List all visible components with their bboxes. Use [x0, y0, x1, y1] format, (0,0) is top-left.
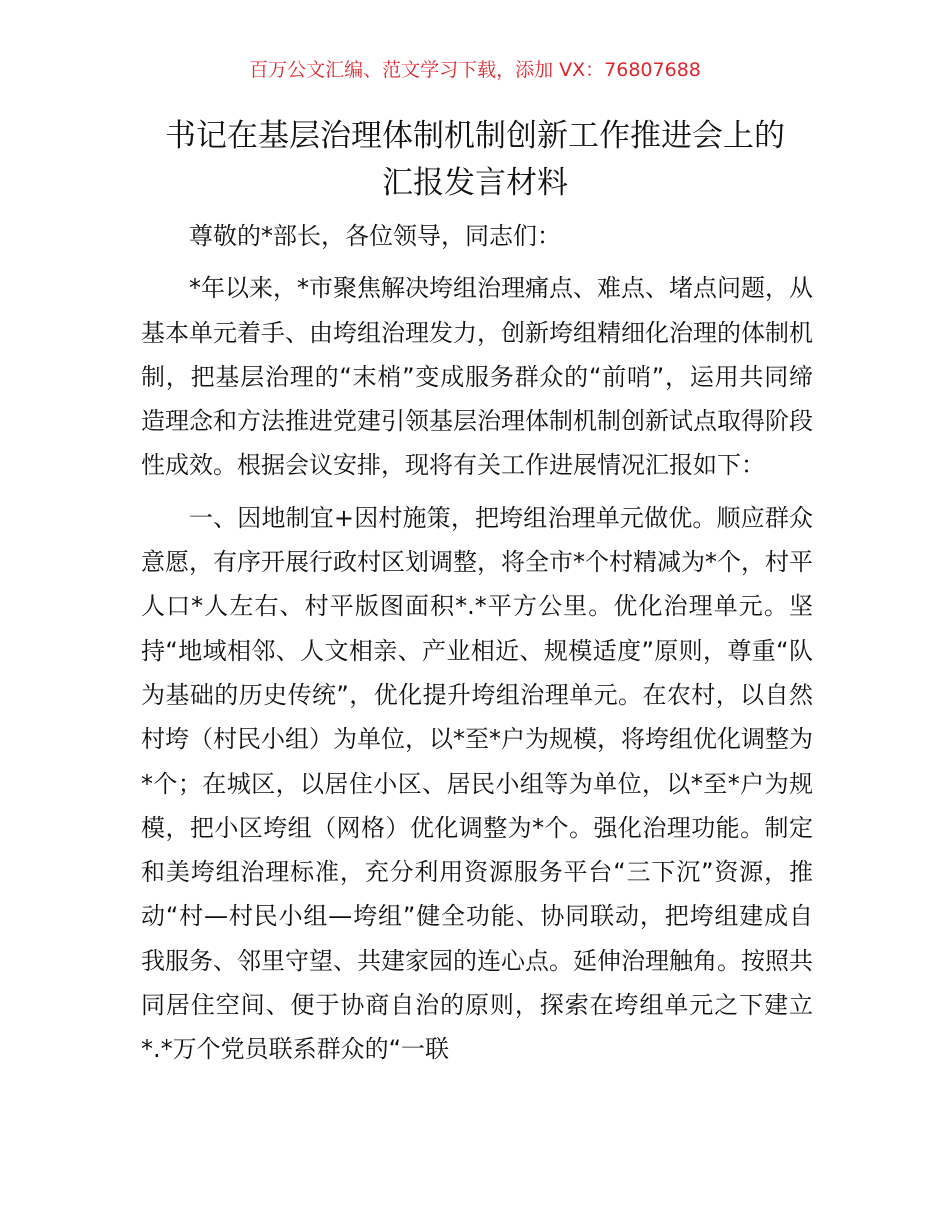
title-line-1: 书记在基层治理体制机制创新工作推进会上的 [165, 118, 785, 154]
paragraph-section-1: 一、因地制宜+因村施策，把垮组治理单元做优。顺应群众意愿，有序开展行政村区划调整，将全市*个村精减为*个，村平人口*人左右、村平版图面积*.*平方公里。优化治理单元。坚持“地域相邻、人文相亲、产业相近、规模适度”原则，尊重“队为基础的历史传统”，优化提升垮组治理单元。在农村，以自然村垮（村民小组）为单位，以*至*户为规模，将垮组优化调整为*个；在城区，以居住小区、居民小组等为单位，以*至*户为规模，把小区垮组（网格）优化调整为*个。强化治理功能。制定和美垮组治理标准，充分利用资源服务平台“三下沉”资源，推动“村—村民小组—垮组”健全功能、协同联动，把垮组建成自我服务、邻里守望、共建家园的连心点。延伸治理触角。按照共同居住空间、便于协商自治的原则，探索在垮组单元之下建立*.*万个党员联系群众的“一联 [141, 503, 813, 1064]
paragraph-gap [141, 488, 813, 496]
paragraph-gap [141, 258, 813, 266]
paragraph-intro: *年以来，*市聚焦解决垮组治理痛点、难点、堵点问题，从基本单元着手、由垮组治理发力，创新垮组精细化治理的体制机制，把基层治理的“末梢”变成服务群众的“前哨”，运用共同缔造理念和方法推进党建引领基层治理体制机制创新试点取得阶段性成效。根据会议安排，现将有关工作进展情况汇报如下： [141, 274, 813, 480]
document-body [141, 214, 813, 1072]
watermark-banner: 百万公文汇编、范文学习下载，添加 VX：76807688 [249, 59, 701, 81]
salutation: 尊敬的*部长，各位领导，同志们： [189, 222, 561, 250]
title-line-2: 汇报发言材料 [382, 165, 568, 201]
document-title [130, 113, 820, 207]
